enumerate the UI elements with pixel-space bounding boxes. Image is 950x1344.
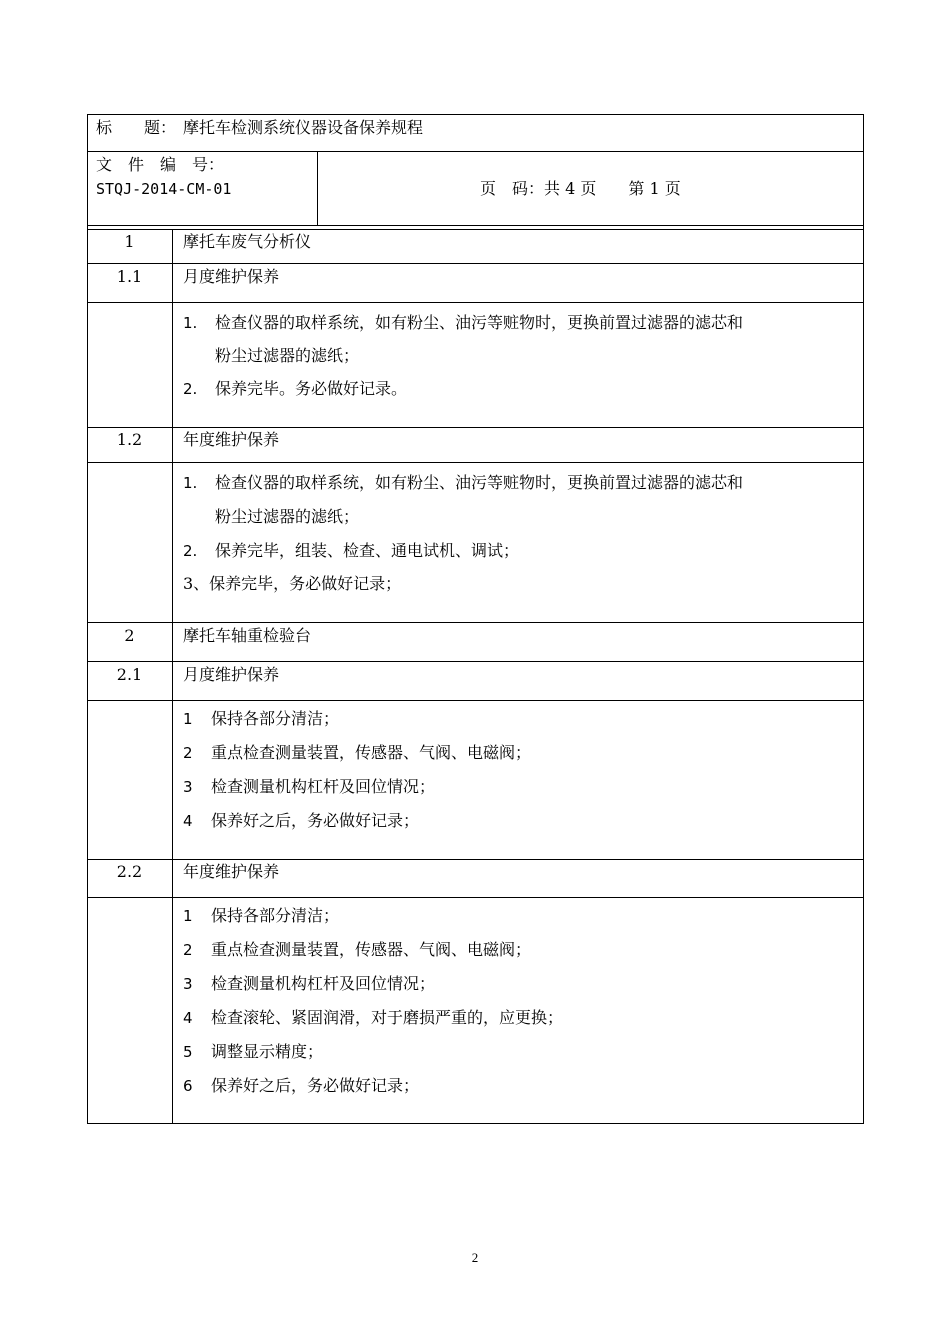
item-text: 检查仪器的取样系统，如有粉尘、油污等赃物时，更换前置过滤器的滤芯和 <box>215 313 744 332</box>
section-title: 年度维护保养 <box>183 862 280 881</box>
item-text: 检查滚轮、紧固润滑，对于磨损严重的，应更换； <box>211 1008 564 1027</box>
section-title: 摩托车废气分析仪 <box>183 232 312 251</box>
title-label: 标 题： <box>96 118 177 137</box>
doc-number: STQJ-2014-CM-01 <box>96 180 232 198</box>
item-text: 保持各部分清洁； <box>211 709 340 728</box>
item-number: 1 <box>183 907 193 925</box>
item-text: 粉尘过滤器的滤纸； <box>215 507 360 526</box>
item-text: 粉尘过滤器的滤纸； <box>215 346 360 365</box>
section-number: 2.2 <box>116 862 143 881</box>
item-text: 3、保养完毕，务必做好记录； <box>183 574 402 593</box>
section-title: 摩托车轴重检验台 <box>183 626 312 645</box>
item-number: 1. <box>183 314 198 332</box>
item-text: 保养好之后，务必做好记录； <box>211 811 420 830</box>
item-number: 5 <box>183 1043 193 1061</box>
item-number: 1 <box>183 710 193 728</box>
section-number: 1.1 <box>116 267 143 286</box>
item-text: 保养完毕。务必做好记录。 <box>215 379 408 398</box>
doc-number-label: 文 件 编 号： <box>96 155 225 174</box>
document-title: 摩托车检测系统仪器设备保养规程 <box>183 118 424 137</box>
item-number: 2. <box>183 542 198 560</box>
item-text: 检查仪器的取样系统，如有粉尘、油污等赃物时，更换前置过滤器的滤芯和 <box>215 473 744 492</box>
section-title: 月度维护保养 <box>183 665 280 684</box>
item-number: 4 <box>183 812 193 830</box>
item-number: 4 <box>183 1009 193 1027</box>
item-number: 3 <box>183 778 193 796</box>
section-title: 月度维护保养 <box>183 267 280 286</box>
page-number: 2 <box>471 1250 479 1265</box>
item-text: 保养完毕，组装、检查、通电试机、调试； <box>215 541 520 560</box>
section-number: 1.2 <box>116 430 143 449</box>
section-number: 2.1 <box>116 665 143 684</box>
item-number: 2. <box>183 380 198 398</box>
section-number: 2 <box>124 626 135 645</box>
item-text: 重点检查测量装置，传感器、气阀、电磁阀； <box>211 940 532 959</box>
item-number: 1. <box>183 474 198 492</box>
item-text: 保持各部分清洁； <box>211 906 340 925</box>
item-text: 调整显示精度； <box>211 1042 324 1061</box>
page-info: 页 码：共 4 页 第 1 页 <box>480 179 681 198</box>
section-number: 1 <box>124 232 135 251</box>
section-title: 年度维护保养 <box>183 430 280 449</box>
item-text: 检查测量机构杠杆及回位情况； <box>211 974 436 993</box>
item-number: 2 <box>183 744 193 762</box>
item-text: 保养好之后，务必做好记录； <box>211 1076 420 1095</box>
item-number: 3 <box>183 975 193 993</box>
item-text: 重点检查测量装置，传感器、气阀、电磁阀； <box>211 743 532 762</box>
item-text: 检查测量机构杠杆及回位情况； <box>211 777 436 796</box>
item-number: 6 <box>183 1077 193 1095</box>
item-number: 2 <box>183 941 193 959</box>
